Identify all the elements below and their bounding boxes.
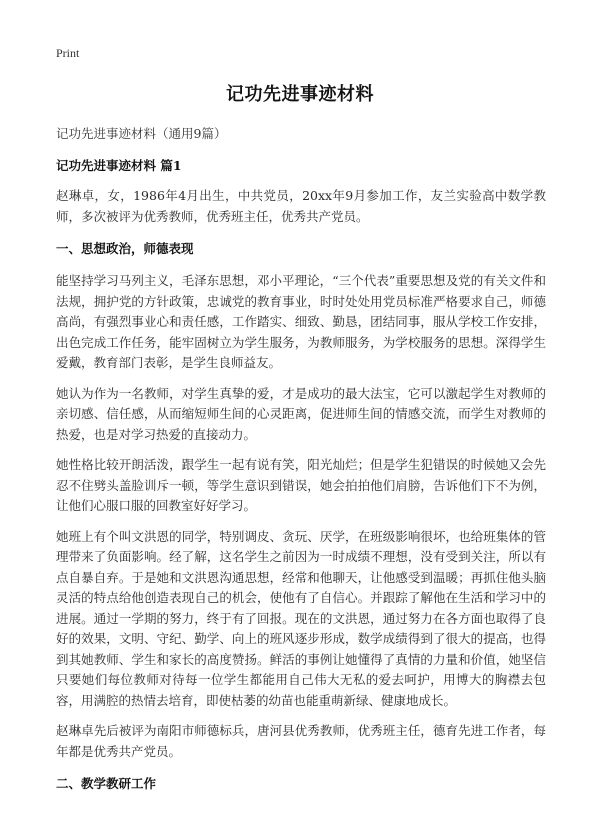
section-heading-2: 二、教学教研工作 bbox=[56, 776, 157, 791]
intro-paragraph: 赵琳卓，女，1986年4月出生，中共党员，20xx年9月参加工作，友兰实验高中数学教师，多次被评为优秀教师，优秀班主任，优秀共产党员。 bbox=[56, 188, 546, 224]
paragraph: 她认为作为一名教师，对学生真挚的爱，才是成功的最大法宝，它可以激起学生对教师的亲切感、信任感，从而缩短师生间的心灵距离，促进师生间的情感交流，而学生对教师的热爱，也是对学习热爱的直接动力。 bbox=[56, 385, 546, 442]
paragraph: 她班上有个叫文洪恩的同学，特别调皮、贪玩、厌学，在班级影响很坏，也给班集体的管理带来了负面影响。经了解，这名学生之前因为一时成绩不理想，没有受到关注，所以有点自暴自弃。于是她和文洪恩沟通思想，经常和他聊天，让他感受到温暖；再抓住他头脑灵活的特点给他创造表现自己的机会，使他有了自信心。并跟踪了解他在生活和学习中的进展。通过一学期的努力，终于有了回报。现在的文洪恩，通过努力在各方面也取得了良好的效果，文明、守纪、勤学、向上的班风逐步形成，数学成绩得到了很大的提高，也得到其她教师、学生和家长的高度赞扬。鲜活的事例让她懂得了真情的力量和价值，她坚信只要她们每位教师对待每一位学生都能用自己伟大无私的爱去呵护，用博大的胸襟去包容，用满腔的热情去培育，即使枯萎的幼苗也能重萌新绿、健康地成长。 bbox=[56, 528, 546, 708]
paragraph: 她性格比较开朗活泼，跟学生一起有说有笑，阳光灿烂；但是学生犯错误的时候她又会先忍不住劈头盖脸训斥一顿，等学生意识到错误，她会拍拍他们肩膀，告诉他们下不为例，让他们心服口服的回教室好好学习。 bbox=[56, 457, 546, 513]
document-body bbox=[56, 124, 546, 806]
paragraph: 能坚持学习马列主义，毛泽东思想，邓小平理论，“三个代表”重要思想及党的有关文件和法规，拥护党的方针政策，忠诚党的教育事业，时时处处用党员标准严格要求自己，师德高尚，有强烈事业心和责任感，工作踏实、细致、勤恳，团结同事，服从学校工作安排，出色完成工作任务，能牢固树立为学生服务，为教师服务，为学校服务的思想。深得学生爱戴，教育部门表彰，是学生良师益友。 bbox=[56, 273, 546, 370]
paragraph: 赵琳卓先后被评为南阳市师德标兵，唐河县优秀教师，优秀班主任，德育先进工作者，每年都是优秀共产党员。 bbox=[56, 723, 546, 759]
page-title: 记功先进事迹材料 bbox=[226, 84, 374, 105]
article-heading: 记功先进事迹材料 篇1 bbox=[56, 158, 182, 173]
print-link[interactable]: Print bbox=[56, 46, 80, 60]
document-subtitle: 记功先进事迹材料（通用9篇） bbox=[56, 126, 227, 141]
section-heading-1: 一、思想政治，师德表现 bbox=[56, 241, 194, 256]
